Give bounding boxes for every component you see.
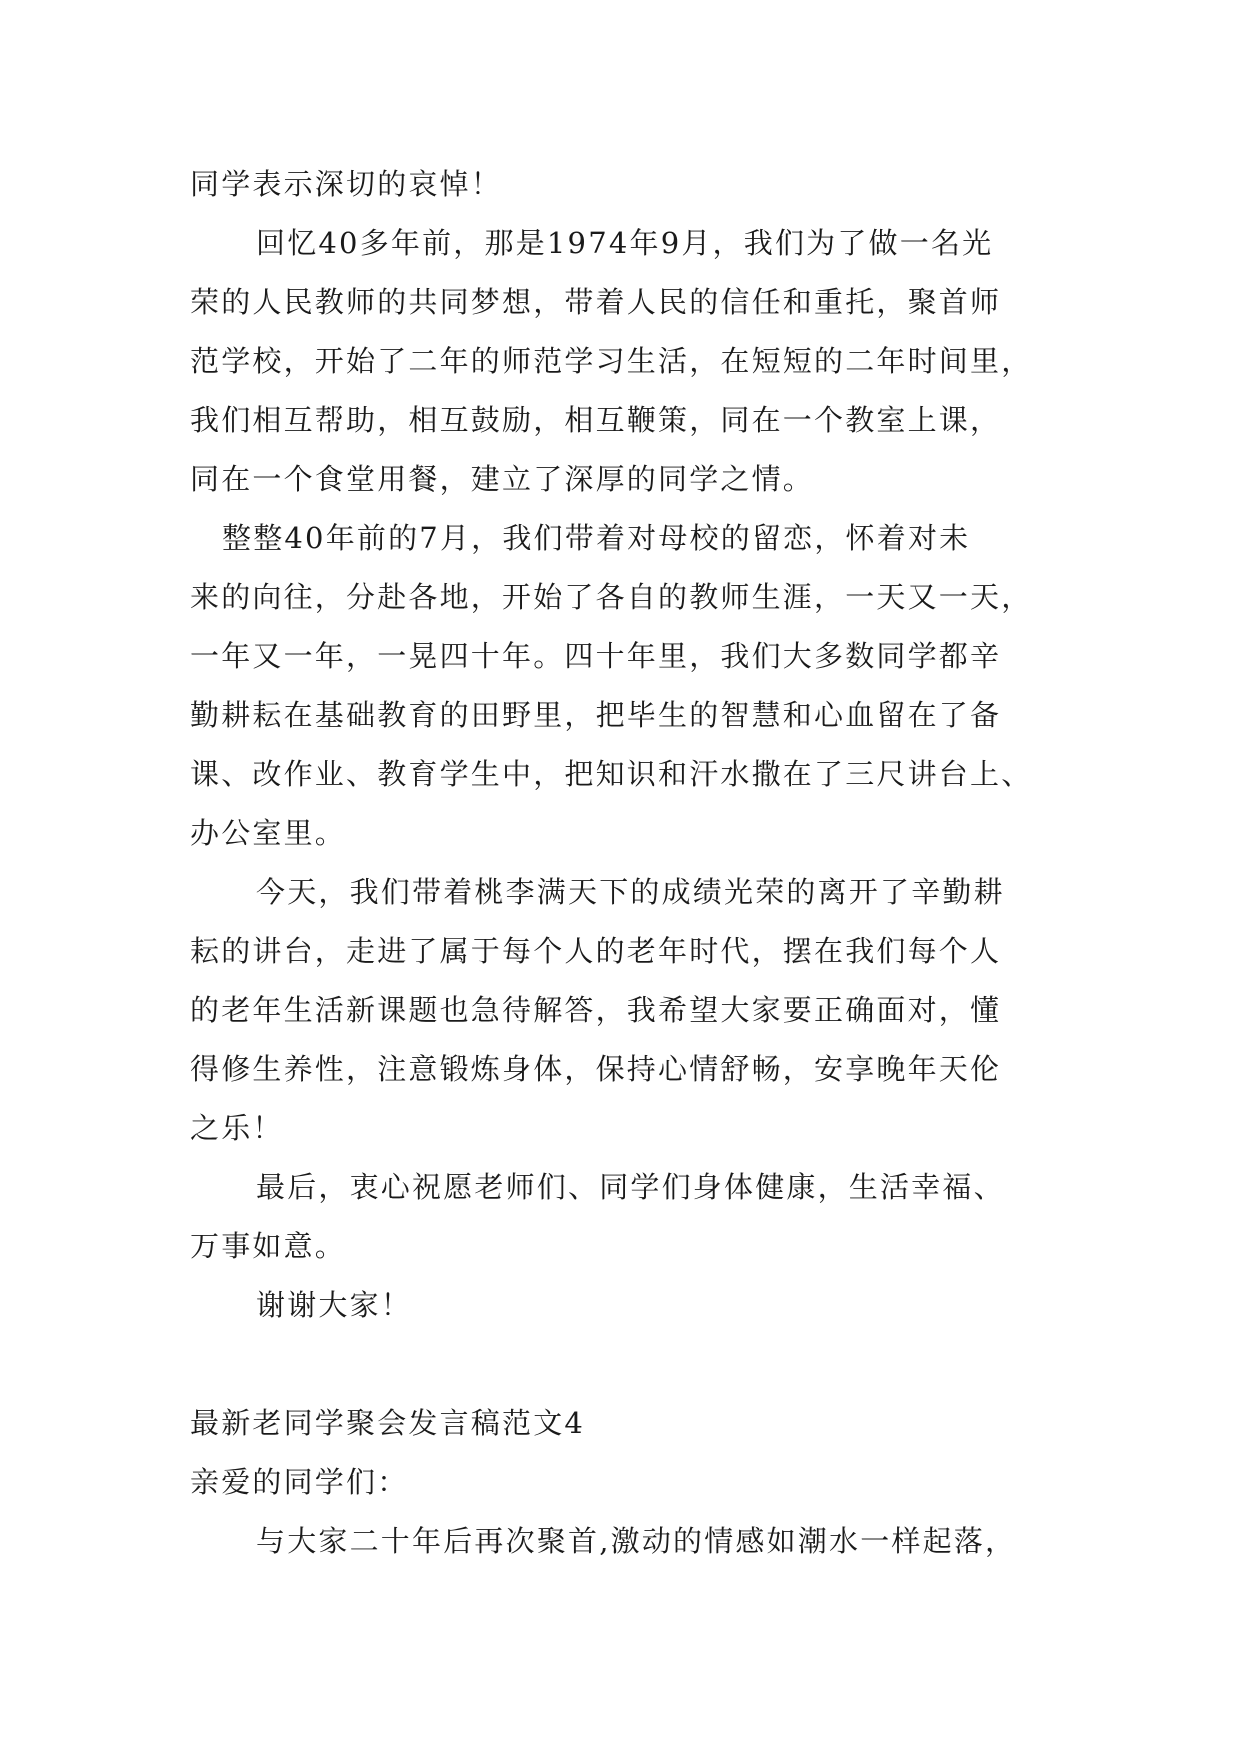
text-line: 之乐！: [190, 1111, 284, 1145]
paragraph-start-line: 与大家二十年后再次聚首,激动的情感如潮水一样起落，: [256, 1524, 1017, 1558]
text-line: 一年又一年，一晃四十年。四十年里，我们大多数同学都辛: [190, 639, 1002, 673]
paragraph-start-line: 整整40年前的7月，我们带着对母校的留恋，怀着对未: [222, 521, 971, 555]
text-line: 耘的讲台，走进了属于每个人的老年时代，摆在我们每个人: [190, 934, 1002, 968]
text-line: 同学表示深切的哀悼！: [190, 167, 503, 201]
paragraph-start-line: 最后，衷心祝愿老师们、同学们身体健康，生活幸福、: [256, 1170, 1005, 1204]
text-line: 的老年生活新课题也急待解答，我希望大家要正确面对，懂: [190, 993, 1002, 1027]
text-line: 范学校，开始了二年的师范学习生活，在短短的二年时间里，: [190, 344, 1033, 378]
text-line: 勤耕耘在基础教育的田野里，把毕生的智慧和心血留在了备: [190, 698, 1002, 732]
text-line: 办公室里。: [190, 816, 347, 850]
text-line: 课、改作业、教育学生中，把知识和汗水撒在了三尺讲台上、: [190, 757, 1033, 791]
paragraph-start-line: 回忆40多年前，那是1974年9月，我们为了做一名光: [256, 226, 994, 260]
text-line: 万事如意。: [190, 1229, 347, 1263]
section-title: 最新老同学聚会发言稿范文4: [190, 1406, 586, 1440]
text-line: 荣的人民教师的共同梦想，带着人民的信任和重托，聚首师: [190, 285, 1002, 319]
text-line: 同在一个食堂用餐，建立了深厚的同学之情。: [190, 462, 815, 496]
text-line: 来的向往，分赴各地，开始了各自的教师生涯，一天又一天，: [190, 580, 1033, 614]
salutation: 亲爱的同学们：: [190, 1465, 409, 1499]
paragraph-start-line: 今天，我们带着桃李满天下的成绩光荣的离开了辛勤耕: [256, 875, 1005, 909]
text-line: 我们相互帮助，相互鼓励，相互鞭策，同在一个教室上课，: [190, 403, 1002, 437]
closing-line: 谢谢大家！: [256, 1288, 413, 1322]
text-line: 得修生养性，注意锻炼身体，保持心情舒畅，安享晚年天伦: [190, 1052, 1002, 1086]
